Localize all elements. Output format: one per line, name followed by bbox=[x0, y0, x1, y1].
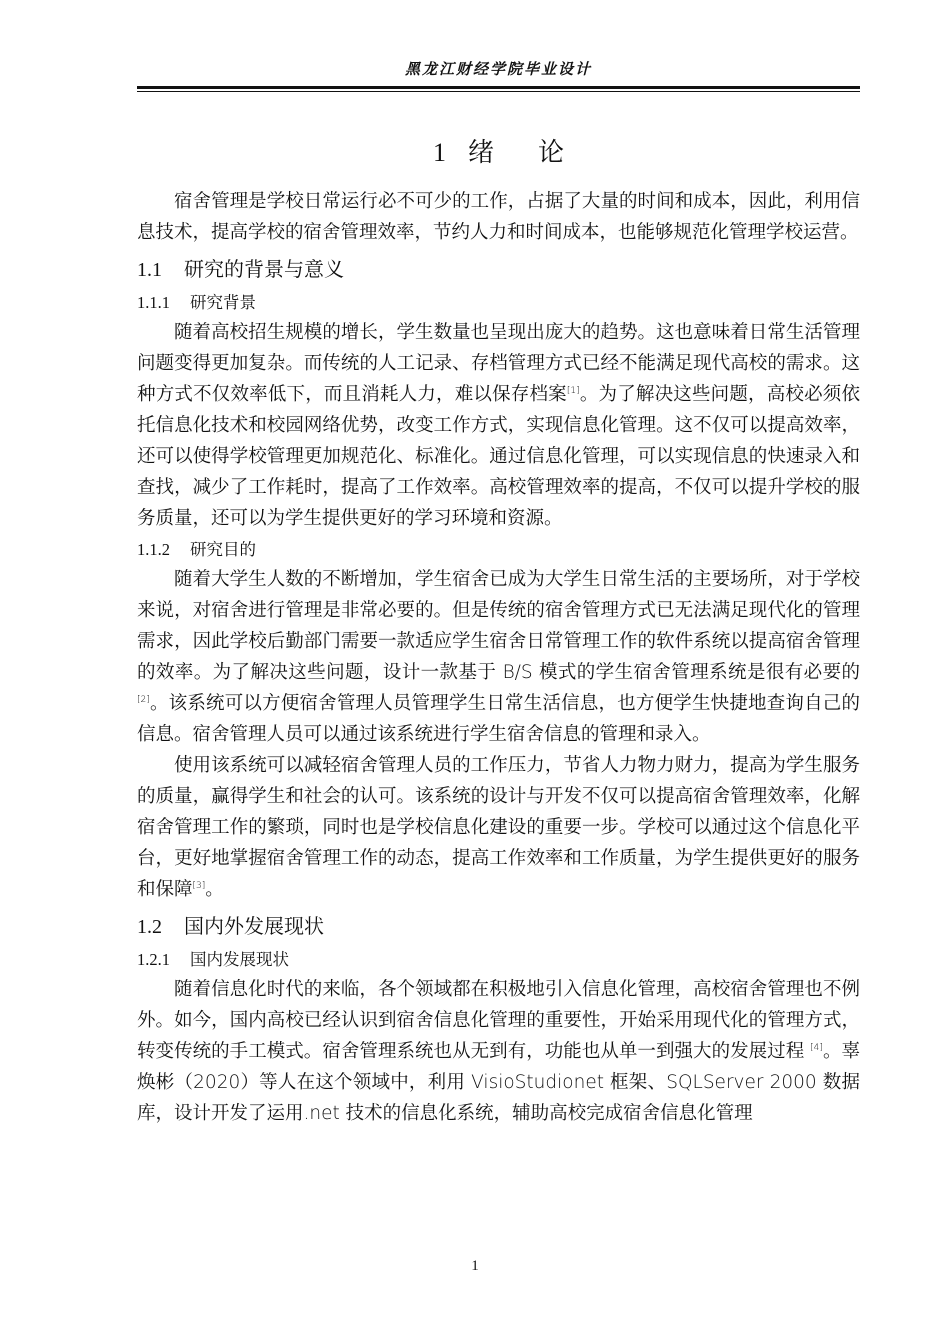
purpose-paragraph-2 bbox=[137, 750, 860, 905]
header-rule-thin bbox=[137, 91, 860, 92]
page-body bbox=[137, 186, 860, 1129]
paragraph-text: 。辜焕彬（2020）等人在这个领域中，利用 VisioStudionet 框架、SQLServer 2000 数据库，设计开发了运用.net 技术的信息化系统，辅助高校完成宿舍信息化管理 bbox=[137, 1041, 860, 1124]
paragraph-text: 随着信息化时代的来临，各个领域都在积极地引入信息化管理，高校宿舍管理也不例外。如今，国内高校已经认识到宿舍信息化管理的重要性，开始采用现代化的管理方式，转变传统的手工模式。宿舍管理系统也从无到有，功能也从单一到强大的发展过程 bbox=[137, 979, 860, 1062]
subsection-heading-1-1-1 bbox=[137, 289, 860, 317]
section-title: 研究的背景与意义 bbox=[184, 257, 344, 281]
chapter-title-char-2: 论 bbox=[538, 138, 565, 168]
section-number: 1.1 bbox=[137, 259, 162, 281]
page-number: 1 bbox=[471, 1258, 479, 1274]
paragraph-text: 使用该系统可以减轻宿舍管理人员的工作压力，节省人力物力财力，提高为学生服务的质量，赢得学生和社会的认可。该系统的设计与开发不仅可以提高宿舍管理效率，化解宿舍管理工作的繁琐，同时也是学校信息化建设的重要一步。学校可以通过这个信息化平台，更好地掌握宿舍管理工作的动态，提高工作效率和工作质量，为学生提供更好的服务和保障 bbox=[137, 755, 860, 900]
domestic-status-paragraph bbox=[137, 974, 860, 1129]
paragraph-text: 随着大学生人数的不断增加，学生宿舍已成为大学生日常生活的主要场所，对于学校来说，对宿舍进行管理是非常必要的。但是传统的宿舍管理方式已无法满足现代化的管理需求，因此学校后勤部门需要一款适应学生宿舍日常管理工作的软件系统以提高宿舍管理的效率。为了解决这些问题，设计一款基于 B/S 模式的学生宿舍管理系统是很有必要的 bbox=[137, 569, 860, 683]
chapter-number: 1 bbox=[432, 138, 446, 167]
chapter-title-char-1: 绪 bbox=[467, 138, 494, 168]
paragraph-text: 。该系统可以方便宿舍管理人员管理学生日常生活信息，也方便学生快捷地查询自己的信息。宿舍管理人员可以通过该系统进行学生宿舍信息的管理和录入。 bbox=[137, 693, 860, 745]
citation-ref-2: [2] bbox=[137, 694, 150, 705]
running-header: 黑龙江财经学院毕业设计 bbox=[404, 60, 592, 78]
paragraph-text: 随着高校招生规模的增长，学生数量也呈现出庞大的趋势。这也意味着日常生活管理问题变得更加复杂。而传统的人工记录、存档管理方式已经不能满足现代高校的需求。这种方式不仅效率低下，而且消耗人力，难以保存档案 bbox=[137, 322, 860, 405]
citation-ref-4: [4] bbox=[810, 1042, 823, 1053]
intro-paragraph: 宿舍管理是学校日常运行必不可少的工作，占据了大量的时间和成本，因此，利用信息技术，提高学校的宿舍管理效率，节约人力和时间成本，也能够规范化管理学校运营。 bbox=[137, 191, 860, 243]
paragraph-text: 。为了解决这些问题，高校必须依托信息化技术和校园网络优势，改变工作方式，实现信息化管理。这不仅可以提高效率，还可以使得学校管理更加规范化、标准化。通过信息化管理，可以实现信息的快速录入和查找，减少了工作耗时，提高了工作效率。高校管理效率的提高，不仅可以提升学校的服务质量，还可以为学生提供更好的学习环境和资源。 bbox=[137, 384, 860, 529]
header-rule-thick bbox=[137, 86, 860, 89]
chapter-title bbox=[137, 132, 860, 169]
subsection-title: 国内发展现状 bbox=[190, 950, 289, 969]
subsection-heading-1-1-2 bbox=[137, 536, 860, 564]
section-heading-1-2 bbox=[137, 911, 860, 942]
background-paragraph bbox=[137, 317, 860, 534]
subsection-heading-1-2-1 bbox=[137, 946, 860, 974]
section-heading-1-1 bbox=[137, 254, 860, 285]
paragraph-text: 。 bbox=[205, 879, 224, 900]
subsection-number: 1.1.2 bbox=[137, 540, 170, 559]
purpose-paragraph-1 bbox=[137, 564, 860, 750]
citation-ref-3: [3] bbox=[192, 880, 206, 891]
section-number: 1.2 bbox=[137, 916, 162, 938]
subsection-title: 研究背景 bbox=[190, 293, 256, 312]
citation-ref-1: [1] bbox=[566, 385, 580, 396]
subsection-title: 研究目的 bbox=[190, 540, 256, 559]
subsection-number: 1.1.1 bbox=[137, 293, 170, 312]
section-title: 国内外发展现状 bbox=[184, 914, 324, 938]
subsection-number: 1.2.1 bbox=[137, 950, 170, 969]
